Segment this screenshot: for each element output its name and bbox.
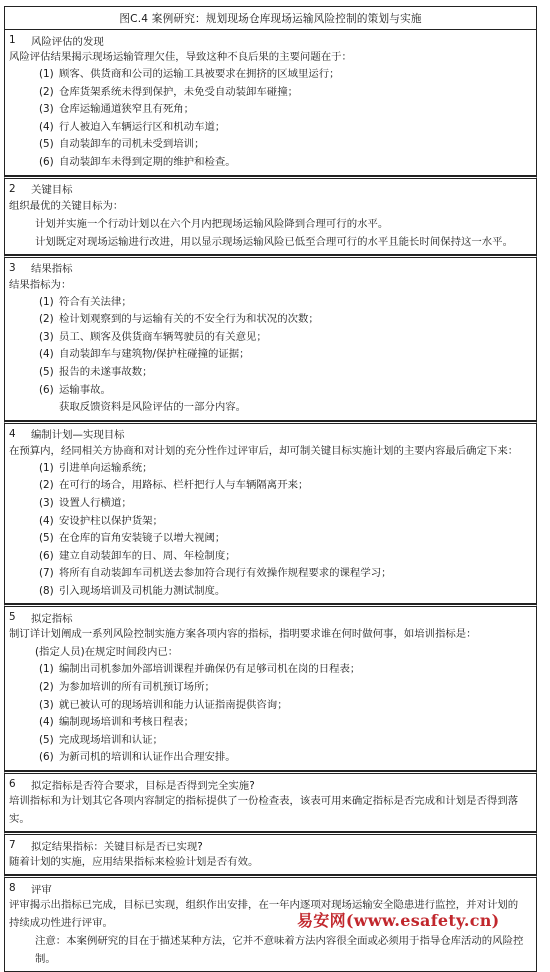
section-heading [9,260,532,276]
list-item: (2) 仓库货架系统未得到保护，未免受自动装卸车碰撞； [39,85,298,98]
list-item: (2) 在可行的场合，用路标、栏杆把行人与车辆隔离开来； [39,479,309,492]
section-intro: 制订详计划阐成一系列风险控制实施方案各项内容的指标，指明要求谁在何时做何事，如培训指标是： [9,628,477,641]
list-item: (1) 顾客、供货商和公司的运输工具被要求在拥挤的区域里运行； [39,68,340,80]
section-heading [9,837,532,853]
section-1 [4,30,537,176]
list-item: (5) 完成现场培训和认证； [39,733,163,746]
section-title: 拟定结果指标：关键目标是否已实现? [31,840,203,853]
section-title: 拟定指标 [31,612,73,625]
section-title: 评审 [31,883,52,896]
section-intro: 组织最优的关键目标为： [9,199,124,212]
case-study-table [4,6,537,972]
list-item: (8) 引入现场培训及司机能力测试制度。 [39,584,226,597]
section-title: 风险评估的发现 [31,35,104,48]
section-paragraph: 随着计划的实施，应用结果指标来检验计划是否有效。 [9,856,259,869]
list-item: (3) 员工、顾客及供货商车辆驾驶员的有关意见； [39,330,267,343]
list-item: (3) 设置人行横道； [39,496,132,509]
list-item: (1) 编制出司机参加外部培训课程并确保仍有足够司机在岗的日程表； [39,663,361,676]
list-item: (5) 报告的未遂事故数； [39,365,153,378]
watermark-logo: 易安网(www.esafety.cn) [297,911,500,930]
section-paragraph: 评审揭示出指标已完成，目标已实现，组织作出安排，在一年内逐项对现场运输安全隐患进行监控，并对计划的持续成功性进行评审。 [9,899,519,930]
section-number: 2 [9,182,16,195]
section-title: 拟定指标是否符合要求，目标是否得到完全实施? [31,779,255,792]
section-3 [4,255,537,421]
section-paragraph: 计划并实施一个行动计划以在六个月内把现场运输风险降到合理可行的水平。 [35,217,389,230]
list-item: (3) 就已被认可的现场培训和能力认证指南提供咨询； [39,698,288,711]
section-heading [9,776,532,792]
list-item: (1) 符合有关法律； [39,295,132,308]
list-item: (2) 检计划观察到的与运输有关的不安全行为和状况的次数； [39,313,319,326]
section-intro: 风险评估结果揭示现场运输管理欠佳，导致这种不良后果的主要问题在于： [9,51,352,63]
section-note: 获取反馈资料是风险评估的一部分内容。 [59,401,247,414]
section-lead: (指定人员)在规定时间段内已： [35,646,179,659]
list-item: (4) 自动装卸车与建筑物/保护柱碰撞的证据； [39,348,250,361]
section-heading [9,609,532,625]
list-item: (6) 运输事故。 [39,383,111,396]
section-heading [9,32,532,48]
section-number: 8 [9,882,16,895]
list-item: (5) 自动装卸车的司机未受到培训； [39,138,205,151]
section-4 [4,421,537,605]
list-item: (1) 引进单向运输系统； [39,461,153,474]
list-item: (3) 仓库运输通道狭窄且有死角； [39,103,195,116]
section-number: 5 [9,611,16,624]
table-title-text: 图C.4 案例研究：规划现场仓库现场运输风险控制的策划与实施 [119,12,422,25]
table-title [4,6,537,30]
list-item: (4) 行人被迫入车辆运行区和机动车道； [39,120,226,133]
section-6 [4,771,537,832]
list-item: (6) 自动装卸车未得到定期的维护和检查。 [39,155,236,168]
section-number: 3 [9,261,16,274]
section-title: 关键目标 [31,184,73,197]
section-heading [9,426,532,442]
section-number: 1 [9,34,16,46]
section-7 [4,832,537,875]
section-number: 6 [9,778,16,791]
list-item: (7) 将所有自动装卸车司机送去参加符合现行有效操作规程要求的课程学习； [39,567,392,580]
list-item: (2) 为参加培训的所有司机预订场所； [39,681,215,694]
section-intro: 结果指标为： [9,278,72,291]
section-heading [9,880,532,896]
section-note: 注意：本案例研究的目在于描述某种方法，它并不意味着方法内容很全面或必须用于指导仓库活动的风险控制。 [35,935,524,966]
section-2 [4,176,537,255]
list-item: (6) 建立自动装卸车的日、周、年检制度； [39,549,236,562]
list-item: (4) 安设护柱以保护货架； [39,514,163,527]
section-title: 编制计划—实现目标 [31,429,125,442]
section-title: 结果指标 [31,263,73,276]
section-5 [4,604,537,771]
list-item: (4) 编制现场培训和考核日程表； [39,716,195,729]
section-heading [9,181,532,197]
section-paragraph: 计划既定对现场运输进行改进，用以显示现场运输风险已低至合理可行的水平且能长时间保持这一水平。 [35,235,513,248]
section-paragraph: 培训指标和为计划其它各项内容制定的指标提供了一份检查表，该表可用来确定指标是否完成和计划是否得到落实。 [9,795,519,826]
section-number: 7 [9,839,16,852]
section-number: 4 [9,427,16,440]
list-item: (5) 在仓库的盲角安装镜子以增大视阈； [39,532,226,545]
list-item: (6) 为新司机的培训和认证作出合理安排。 [39,751,236,764]
section-intro: 在预算内，经同相关方协商和对计划的充分性作过评审后，却可制关键目标实施计划的主要内容最后确定下来： [9,444,519,457]
